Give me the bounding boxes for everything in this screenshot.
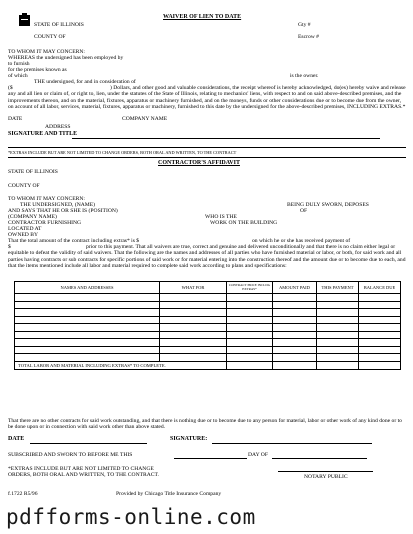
table-row: [15, 316, 401, 324]
affidavit-extras-note: *EXTRAS INCLUDE BUT ARE NOT LIMITED TO CHANGE ORDERS, BOTH ORAL AND WRITTEN, TO THE CONTRACT.: [8, 466, 159, 478]
waiver-is-owner: is the owner.: [290, 73, 319, 79]
waiver-county: COUNTY OF: [34, 34, 66, 40]
table-row: [15, 354, 401, 362]
affidavit-owned-by: OWNED BY: [8, 232, 38, 238]
date-line: [30, 443, 147, 444]
waiver-company-name-label: COMPANY NAME: [122, 116, 168, 122]
affidavit-and-says: AND SAYS THAT HE OR SHE IS (POSITION): [8, 208, 118, 214]
table-row: [15, 346, 401, 354]
affidavit-state: STATE OF ILLINOIS: [8, 169, 58, 175]
affidavit-of: OF: [300, 208, 308, 214]
signature-line: [72, 138, 380, 139]
subscribed-line: [174, 458, 247, 459]
affidavit-work-on: WORK ON THE BUILDING: [210, 220, 278, 226]
col-balance-due: BALANCE DUE: [359, 282, 401, 294]
table-row: [15, 331, 401, 339]
affidavit-to-whom: TO WHOM IT MAY CONCERN:: [8, 196, 85, 202]
affidavit-title: CONTRACTOR'S AFFIDAVIT: [158, 160, 240, 166]
waiver-to-whom: TO WHOM IT MAY CONCERN:: [8, 49, 85, 55]
table-total-row: [15, 361, 401, 369]
col-amount-paid: AMOUNT PAID: [273, 282, 317, 294]
waiver-premises-known: for the premises known as: [8, 67, 67, 73]
gty-label: Gty #: [298, 22, 311, 28]
waiver-state: STATE OF ILLINOIS: [34, 22, 84, 28]
affidavit-who-is-the: WHO IS THE: [205, 214, 237, 220]
table-row: [15, 324, 401, 332]
waiver-divider-bottom: [8, 157, 406, 158]
waiver-dollar: ($: [8, 85, 13, 91]
table-row: [15, 339, 401, 347]
affidavit-dollar: $: [8, 244, 11, 250]
table-row: [15, 294, 401, 302]
col-this-payment: THIS PAYMENT: [317, 282, 359, 294]
col-what-for: WHAT FOR: [160, 282, 227, 294]
table-row: [15, 301, 401, 309]
watermark: pdfforms-online.com: [6, 505, 256, 529]
waiver-body: ) Dollars, and other good and valuable considerations, the receipt whereof is hereby acknowledged, do(es) hereby waive and release any and all lien or claim of, or right to, lien, under the statutes of the State of Illinois, relating to mechanics' liens, with respect to and on said above-described premises, and the improvements thereon, and on the material, fixtures, apparatus or machinery furnished, and on the moneys, funds or other considerations due or to become due from the owner, on account of all labor, services, material, fixtures, apparatus or machinery, furnished to this date by the undersigned for the above-described premises, INCLUDING EXTRAS.*: [8, 85, 406, 110]
affidavit-signature-line: [212, 443, 372, 444]
waiver-of-which: of which: [8, 73, 28, 79]
affidavit-company-name: (COMPANY NAME): [8, 214, 57, 220]
table-total-label: TOTAL LABOR AND MATERIAL INCLUDING EXTRAS* TO COMPLETE.: [15, 361, 227, 369]
waiver-date-label: DATE: [8, 116, 23, 122]
waiver-address-label: ADDRESS: [45, 124, 71, 130]
signature-title-label: SIGNATURE AND TITLE: [8, 131, 78, 137]
col-names-addresses: NAMES AND ADDRESSES: [15, 282, 160, 294]
waiver-title: WAIVER OF LIEN TO DATE: [163, 14, 242, 20]
company-logo-icon: [18, 13, 31, 27]
affidavit-body: prior to this payment. That all waivers are true, correct and genuine and delivered unconditionally and that there is no claim either legal or equitable to defeat the validity of said waivers. That the following are the names and addresses of all parties who have furnished material or labor, or both, for said work and all parties having contracts or sub contracts for specific portions of said work or for material entering into the construction thereof and the amount due or to become due to each, and that the items mentioned include all labor and material required to complete said work according to plans and specifications:: [8, 244, 406, 269]
affidavit-total-line: That the total amount of the contract including extras* is $: [8, 238, 140, 244]
notary-label: NOTARY PUBLIC: [304, 474, 348, 480]
waiver-whereas: WHEREAS the undersigned has been employed by: [8, 55, 124, 61]
col-contract-price: CONTRACT PRICE INCLDG EXTRAS*: [227, 282, 273, 294]
waiver-extras-note: *EXTRAS INCLUDE BUT ARE NOT LIMITED TO CHANGE ORDERS, BOTH ORAL AND WRITTEN, TO THE CONTRACT: [8, 150, 237, 155]
waiver-to-furnish: to furnish: [8, 61, 30, 67]
notary-line: [278, 471, 373, 472]
affidavit-county: COUNTY OF: [8, 183, 40, 189]
day-of-line: [272, 458, 367, 459]
affidavit-signature-label: SIGNATURE:: [170, 436, 208, 442]
waiver-divider-top: [8, 147, 406, 148]
day-of-label: DAY OF: [248, 452, 268, 458]
waiver-consideration: THE undersigned, for and in consideration of: [34, 79, 136, 85]
subscribed-label: SUBSCRIBED AND SWORN TO BEFORE ME THIS: [8, 452, 133, 458]
affidavit-located-at: LOCATED AT: [8, 226, 42, 232]
provided-by: Provided by Chicago Title Insurance Company: [116, 491, 222, 497]
parties-table: [14, 281, 401, 370]
form-id: f.1722 R5/96: [8, 491, 38, 497]
affidavit-being-sworn: BEING DULY SWORN, DEPOSES: [287, 202, 369, 208]
affidavit-date-label: DATE: [8, 436, 25, 442]
escrow-label: Escrow #: [298, 34, 319, 40]
affidavit-contractor-furnishing: CONTRACTOR FURNISHING: [8, 220, 82, 226]
affidavit-received-line: on which he or she has received payment of: [252, 238, 351, 244]
affidavit-undersigned: THE UNDERSIGNED, (NAME): [20, 202, 96, 208]
table-row: [15, 309, 401, 317]
affidavit-closing: That there are no other contracts for said work outstanding, and that there is nothing due or to become due to any person for material, labor or other work of any kind done or to be done upon or in connection with said work other than above stated.: [8, 418, 402, 431]
